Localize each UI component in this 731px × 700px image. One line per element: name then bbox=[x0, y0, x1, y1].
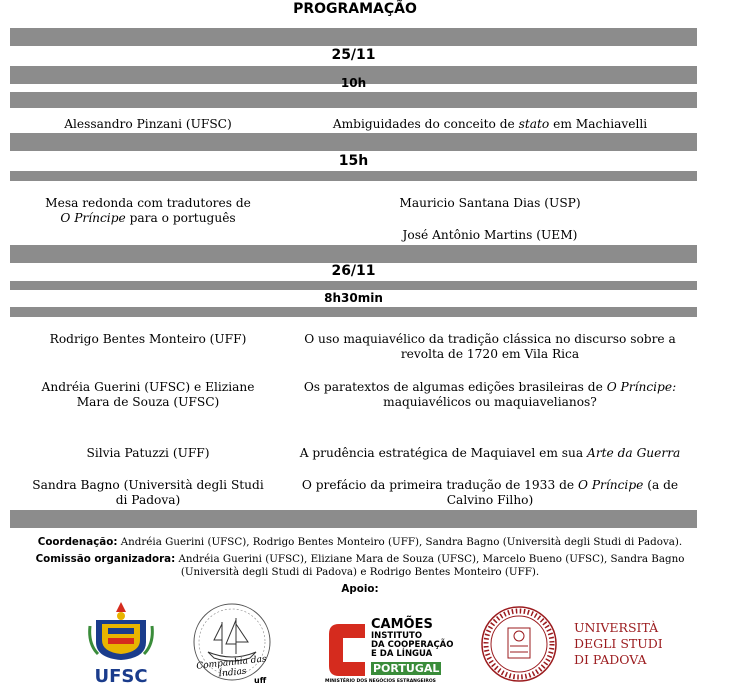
speaker-name: José Antônio Martins (UEM) bbox=[402, 228, 578, 242]
organizing-committee: Comissão organizadora: Andréia Guerini (UFSC), Eliziane Mara de Souza (UFSC), Marcelo Bueno (UFSC), Sandra Bagno (Università degli Studi di Padova) e Rodrigo Bentes Monteiro (UFF). bbox=[35, 553, 685, 578]
talk-title: O prefácio da primeira tradução de 1933 de O Príncipe (a de Calvino Filho) bbox=[301, 478, 679, 507]
support-label: Apoio: bbox=[341, 583, 379, 595]
gray-bar bbox=[10, 133, 697, 151]
session-time: 8h30min bbox=[324, 291, 383, 305]
session-time: 10h bbox=[340, 76, 367, 90]
session-time: 15h bbox=[338, 153, 369, 169]
talk-title: A prudência estratégica de Maquiavel em sua Arte da Guerra bbox=[299, 446, 681, 460]
speaker-name: Silvia Patuzzi (UFF) bbox=[86, 446, 210, 460]
talk-title: O uso maquiavélico da tradição clássica no discurso sobre a revolta de 1720 em Vila Rica bbox=[304, 332, 676, 361]
speaker-name: Alessandro Pinzani (UFSC) bbox=[64, 117, 232, 131]
day-date: 25/11 bbox=[331, 47, 376, 63]
talk-title: Ambiguidades do conceito de stato em Machiavelli bbox=[332, 117, 648, 131]
padova-logo: UNIVERSITÀ DEGLI STUDI DI PADOVA bbox=[480, 600, 670, 690]
camoes-c-icon bbox=[325, 620, 367, 680]
ufsc-crest-icon bbox=[86, 600, 156, 662]
gray-bar bbox=[10, 92, 697, 108]
talk-title: Os paratextos de algumas edições brasileiras de O Príncipe: maquiavélicos ou maquiavelianos? bbox=[303, 380, 677, 409]
speaker-name: Andréia Guerini (UFSC) e Eliziane Mara de Souza (UFSC) bbox=[41, 380, 255, 409]
day-date: 26/11 bbox=[331, 263, 376, 279]
page-title: PROGRAMAÇÃO bbox=[293, 1, 417, 17]
padova-seal-icon bbox=[480, 602, 558, 686]
companhia-das-indias-logo: Companhia das Índias uff bbox=[178, 600, 286, 690]
gray-bar bbox=[10, 171, 697, 181]
speaker-name: Mauricio Santana Dias (USP) bbox=[399, 196, 581, 210]
gray-bar bbox=[10, 245, 697, 263]
ufsc-logo: UFSC bbox=[86, 600, 156, 690]
speaker-name: Rodrigo Bentes Monteiro (UFF) bbox=[49, 332, 247, 346]
speaker-name: Sandra Bagno (Università degli Studi di Padova) bbox=[32, 478, 264, 507]
camoes-logo: CAMÕES INSTITUTO DA COOPERAÇÃO E DA LÍNGUA PORTUGAL MINISTÉRIO DOS NEGÓCIOS ESTRANGEIROS bbox=[325, 617, 454, 684]
gray-bar bbox=[10, 281, 697, 290]
gray-bar bbox=[10, 28, 697, 46]
gray-bar bbox=[10, 307, 697, 317]
gray-bar bbox=[10, 510, 697, 528]
roundtable-description: Mesa redonda com tradutores de O Príncipe para o português bbox=[45, 196, 251, 225]
coordination-line: Coordenação: Andréia Guerini (UFSC), Rodrigo Bentes Monteiro (UFF), Sandra Bagno (Università degli Studi di Padova). bbox=[37, 536, 683, 548]
